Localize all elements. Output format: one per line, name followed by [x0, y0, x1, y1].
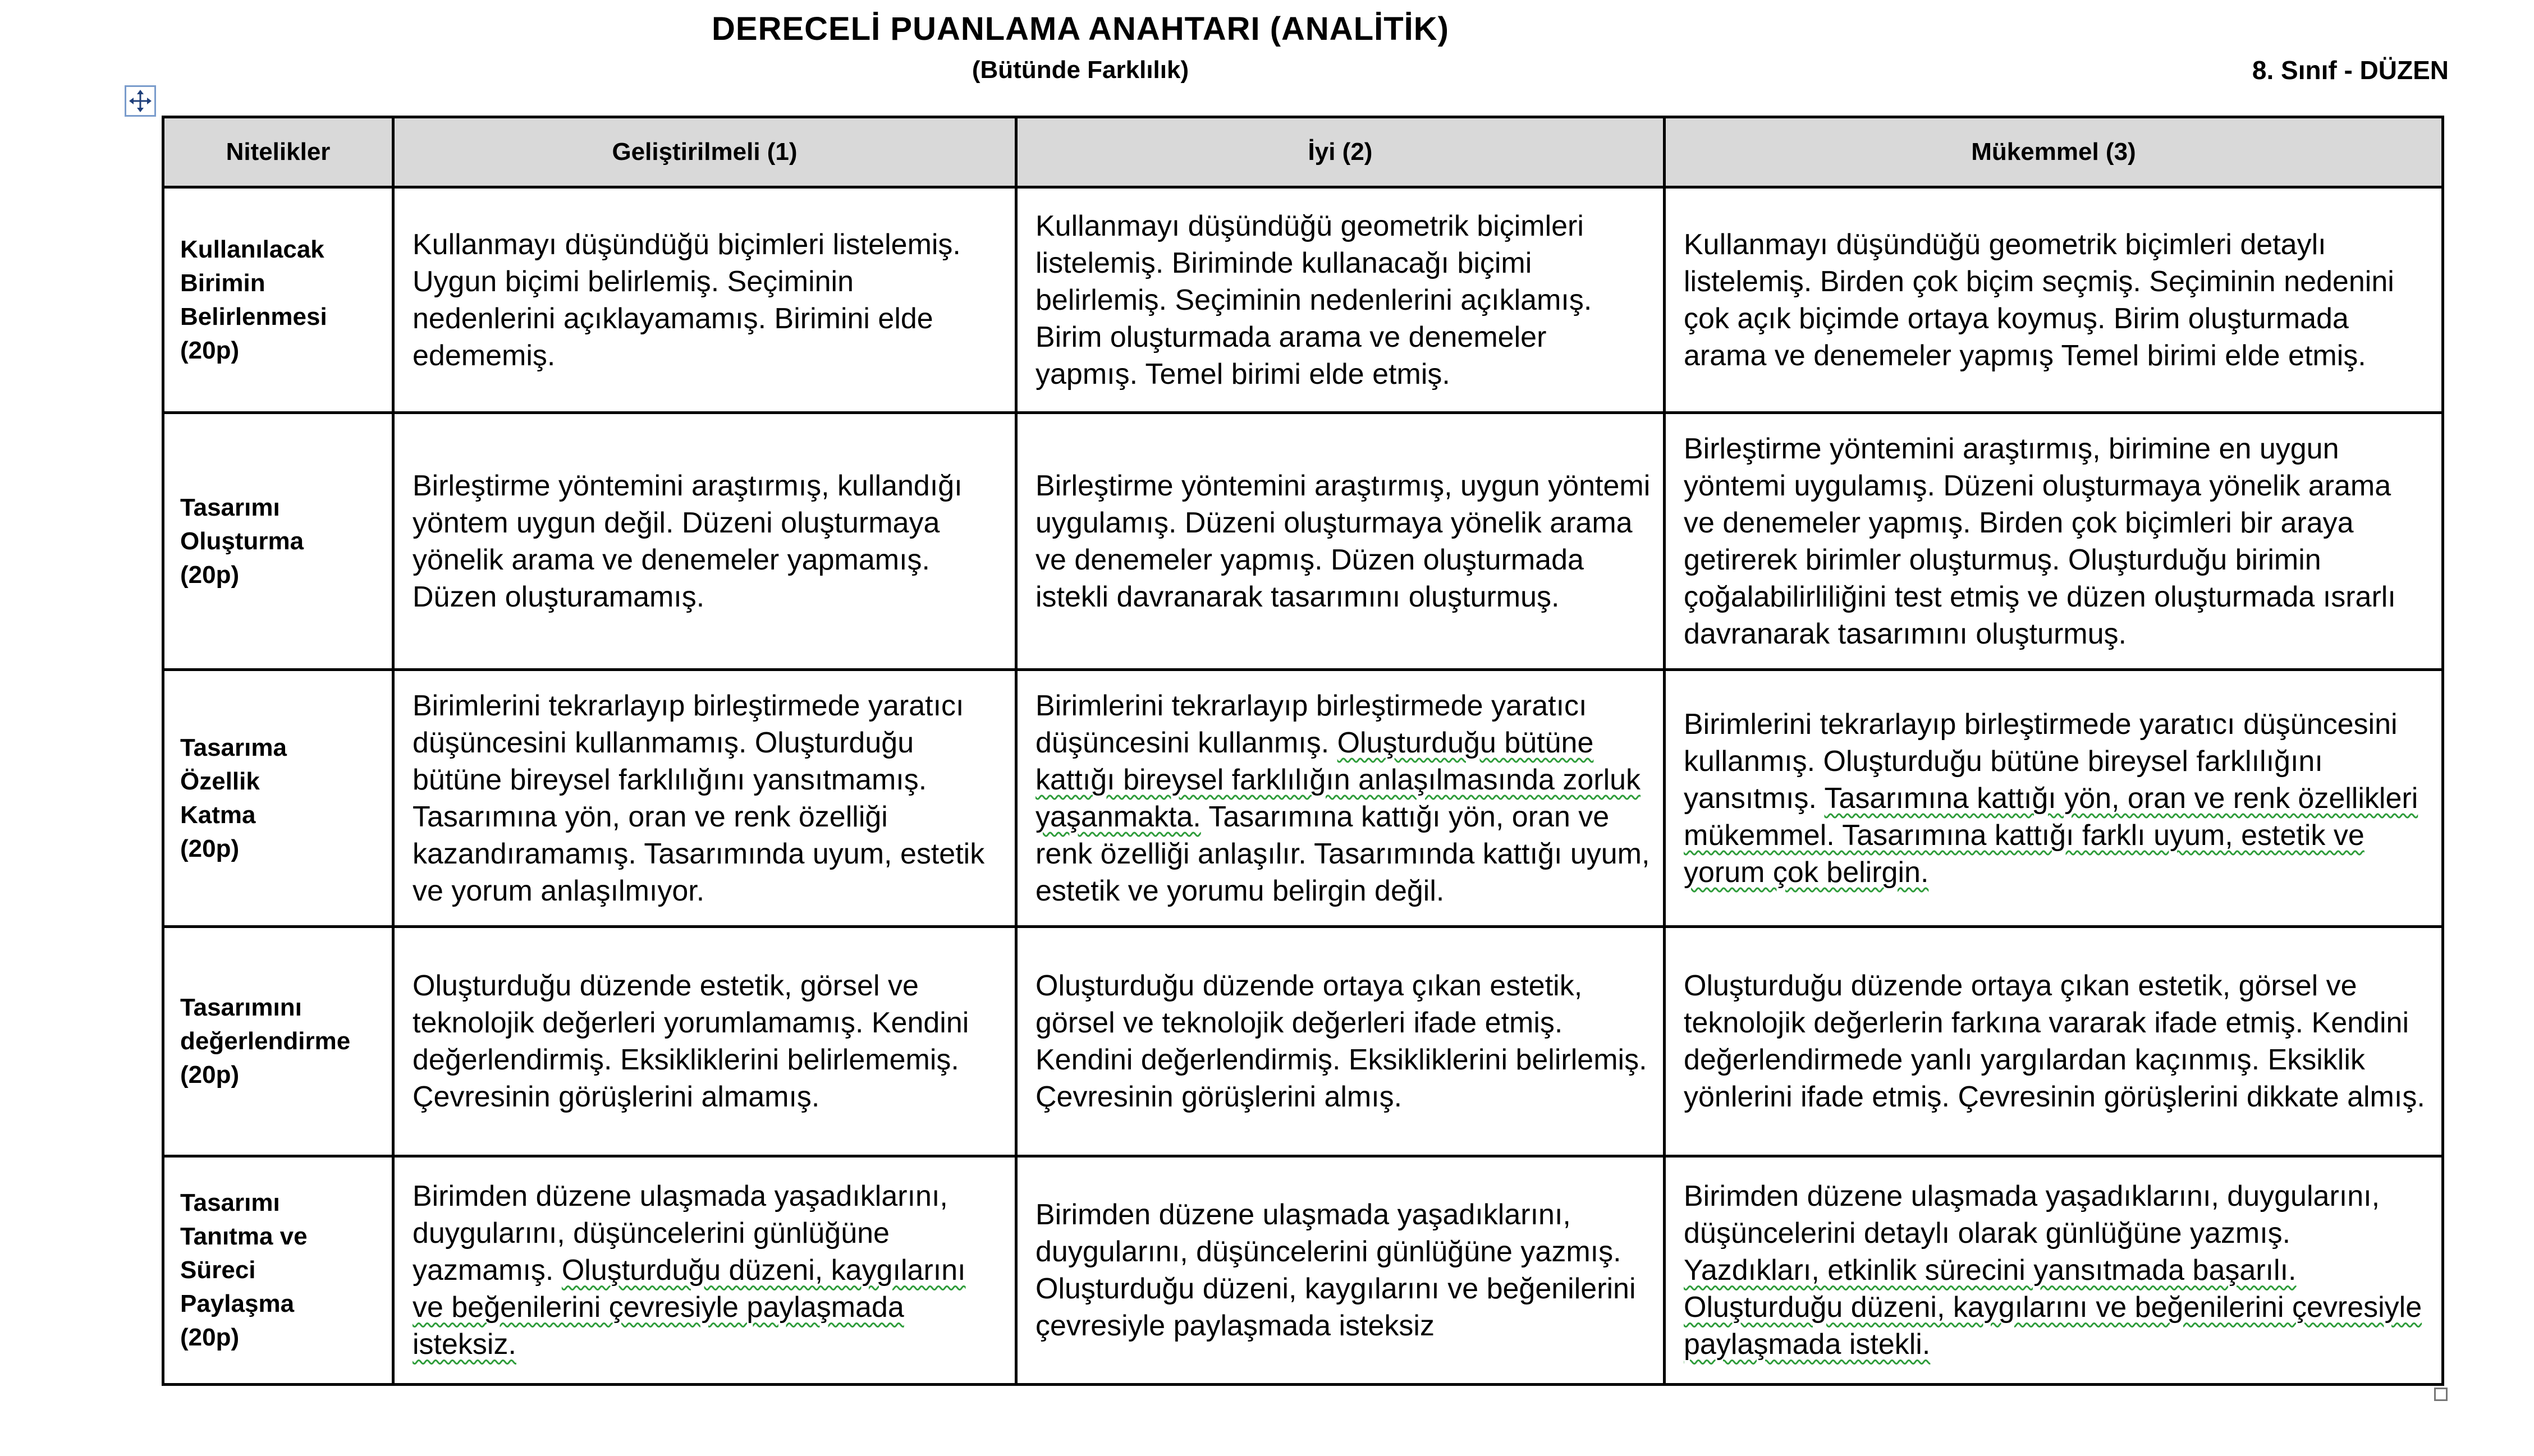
spellcheck-underlined-text: Oluşturduğu düzeni, kaygılarını ve beğenilerini çevresiyle paylaşmada isteksiz. — [413, 1254, 966, 1361]
level-3-cell[interactable] — [1665, 1156, 2443, 1385]
column-header-level-1: Geliştirilmeli (1) — [393, 117, 1016, 187]
cell-text: Birimlerini tekrarlayıp birleştirmede yaratıcı düşüncesini kullanmış. — [1035, 689, 1587, 759]
table-move-handle[interactable] — [125, 85, 156, 117]
level-2-cell[interactable] — [1016, 670, 1665, 927]
cell-text: Tasarımına kattığı yön, oran ve renk özelliği anlaşılır. Tasarımında kattığı uyum, estetik ve yorumu belirgin değil. — [1035, 800, 1650, 907]
criterion-cell[interactable]: Tasarımı Oluşturma (20p) — [163, 413, 393, 670]
level-2-cell[interactable]: Birleştirme yöntemini araştırmış, uygun yöntemi uygulamış. Düzeni oluşturmaya yönelik arama ve denemeler yapmış. Düzen oluşturmada istekli davranarak tasarımını oluşturmuş. — [1016, 413, 1665, 670]
table-row — [163, 670, 2443, 927]
cell-text: Birimden düzene ulaşmada yaşadıklarını, duygularını, düşüncelerini detaylı olarak günlüğüne yazmış. — [1684, 1180, 2380, 1250]
move-cross-arrows-icon — [128, 89, 153, 113]
column-header-level-3: Mükemmel (3) — [1665, 117, 2443, 187]
criterion-cell[interactable]: Tasarımı Tanıtma ve Süreci Paylaşma (20p) — [163, 1156, 393, 1385]
level-1-cell[interactable]: Birleştirme yöntemini araştırmış, kullandığı yöntem uygun değil. Düzeni oluşturmaya yönelik arama ve denemeler yapmamış. Düzen oluşturamamış. — [393, 413, 1016, 670]
page-subtitle: (Bütünde Farklılık) — [972, 56, 1189, 84]
criterion-cell[interactable]: Tasarıma Özellik Katma (20p) — [163, 670, 393, 927]
level-3-cell[interactable] — [1665, 670, 2443, 927]
level-2-cell[interactable]: Kullanmayı düşündüğü geometrik biçimleri listelemiş. Biriminde kullanacağı biçimi belirlemiş. Seçiminin nedenlerini açıklamış. Birim oluşturmada arama ve denemeler yapmış. Temel birimi elde etmiş. — [1016, 187, 1665, 413]
level-1-cell[interactable]: Kullanmayı düşündüğü biçimleri listelemiş. Uygun biçimi belirlemiş. Seçiminin nedenlerini açıklayamamış. Birimini elde edememiş. — [393, 187, 1016, 413]
table-row — [163, 187, 2443, 413]
level-3-cell[interactable]: Kullanmayı düşündüğü geometrik biçimleri detaylı listelemiş. Birden çok biçim seçmiş. Seçiminin nedenini çok açık biçimde ortaya koymuş. Birim oluşturmada arama ve denemeler yapmış Temel birimi elde etmiş. — [1665, 187, 2443, 413]
spellcheck-underlined-text: Tasarımına kattığı yön, oran ve renk özellikleri mükemmel. Tasarımına kattığı farklı uyum, estetik ve yorum çok belirgin. — [1684, 782, 2418, 889]
column-header-level-2: İyi (2) — [1016, 117, 1665, 187]
rubric-table — [162, 116, 2444, 1386]
level-1-cell[interactable]: Oluşturduğu düzende estetik, görsel ve teknolojik değerleri yorumlamamış. Kendini değerlendirmiş. Eksikliklerini belirlememiş. Çevresinin görüşlerini almamış. — [393, 927, 1016, 1156]
page-title: DERECELİ PUANLAMA ANAHTARI (ANALİTİK) — [712, 11, 1449, 47]
cell-text: Birimlerini tekrarlayıp birleştirmede yaratıcı düşüncesini kullanmış. Oluşturduğu bütüne bireysel farklılığını yansıtmış. — [1684, 708, 2398, 815]
table-row — [163, 1156, 2443, 1385]
column-header-criteria: Nitelikler — [163, 117, 393, 187]
level-1-cell[interactable]: Birimlerini tekrarlayıp birleştirmede yaratıcı düşüncesini kullanmamış. Oluşturduğu bütüne bireysel farklılığını yansıtmamış. Tasarımına yön, oran ve renk özelliği kazandıramamış. Tasarımında uyum, estetik ve yorum anlaşılmıyor. — [393, 670, 1016, 927]
grade-label: 8. Sınıf - DÜZEN — [2252, 56, 2449, 85]
level-1-cell[interactable] — [393, 1156, 1016, 1385]
level-3-cell[interactable]: Birleştirme yöntemini araştırmış, birimine en uygun yöntemi uygulamış. Düzeni oluşturmaya yönelik arama ve denemeler yapmış. Birden çok biçimleri bir araya getirerek birimler oluşturmuş. Oluşturduğu birimin çoğalabilirliliğini test etmiş ve düzen oluşturmada ısrarlı davranarak tasarımını oluşturmuş. — [1665, 413, 2443, 670]
spellcheck-underlined-text: Oluşturduğu bütüne kattığı bireysel farklılığın anlaşılmasında zorluk yaşanmakta. — [1035, 726, 1641, 833]
level-2-cell[interactable]: Oluşturduğu düzende ortaya çıkan estetik, görsel ve teknolojik değerleri ifade etmiş. Kendini değerlendirmiş. Eksikliklerini belirlemiş. Çevresinin görüşlerini almış. — [1016, 927, 1665, 1156]
level-3-cell[interactable]: Oluşturduğu düzende ortaya çıkan estetik, görsel ve teknolojik değerlerin farkına vararak ifade etmiş. Kendini değerlendirmede yanlı yargılardan kaçınmış. Eksiklik yönlerini ifade etmiş. Çevresinin görüşlerini dikkate almış. — [1665, 927, 2443, 1156]
criterion-cell[interactable]: Tasarımını değerlendirme (20p) — [163, 927, 393, 1156]
table-row — [163, 413, 2443, 670]
table-row — [163, 927, 2443, 1156]
cell-text: Birimden düzene ulaşmada yaşadıklarını, duygularını, düşüncelerini günlüğüne yazmamış. — [413, 1180, 948, 1287]
table-resize-handle[interactable] — [2434, 1388, 2448, 1401]
criterion-cell[interactable]: Kullanılacak Birimin Belirlenmesi (20p) — [163, 187, 393, 413]
level-2-cell[interactable]: Birimden düzene ulaşmada yaşadıklarını, duygularını, düşüncelerini günlüğüne yazmış. Oluşturduğu düzeni, kaygılarını ve beğenilerini çevresiyle paylaşmada isteksiz — [1016, 1156, 1665, 1385]
table-header-row — [163, 117, 2443, 187]
spellcheck-underlined-text: Yazdıkları, etkinlik sürecini yansıtmada başarılı. Oluşturduğu düzeni, kaygılarını ve beğenilerini çevresiyle paylaşmada istekli. — [1684, 1254, 2422, 1361]
